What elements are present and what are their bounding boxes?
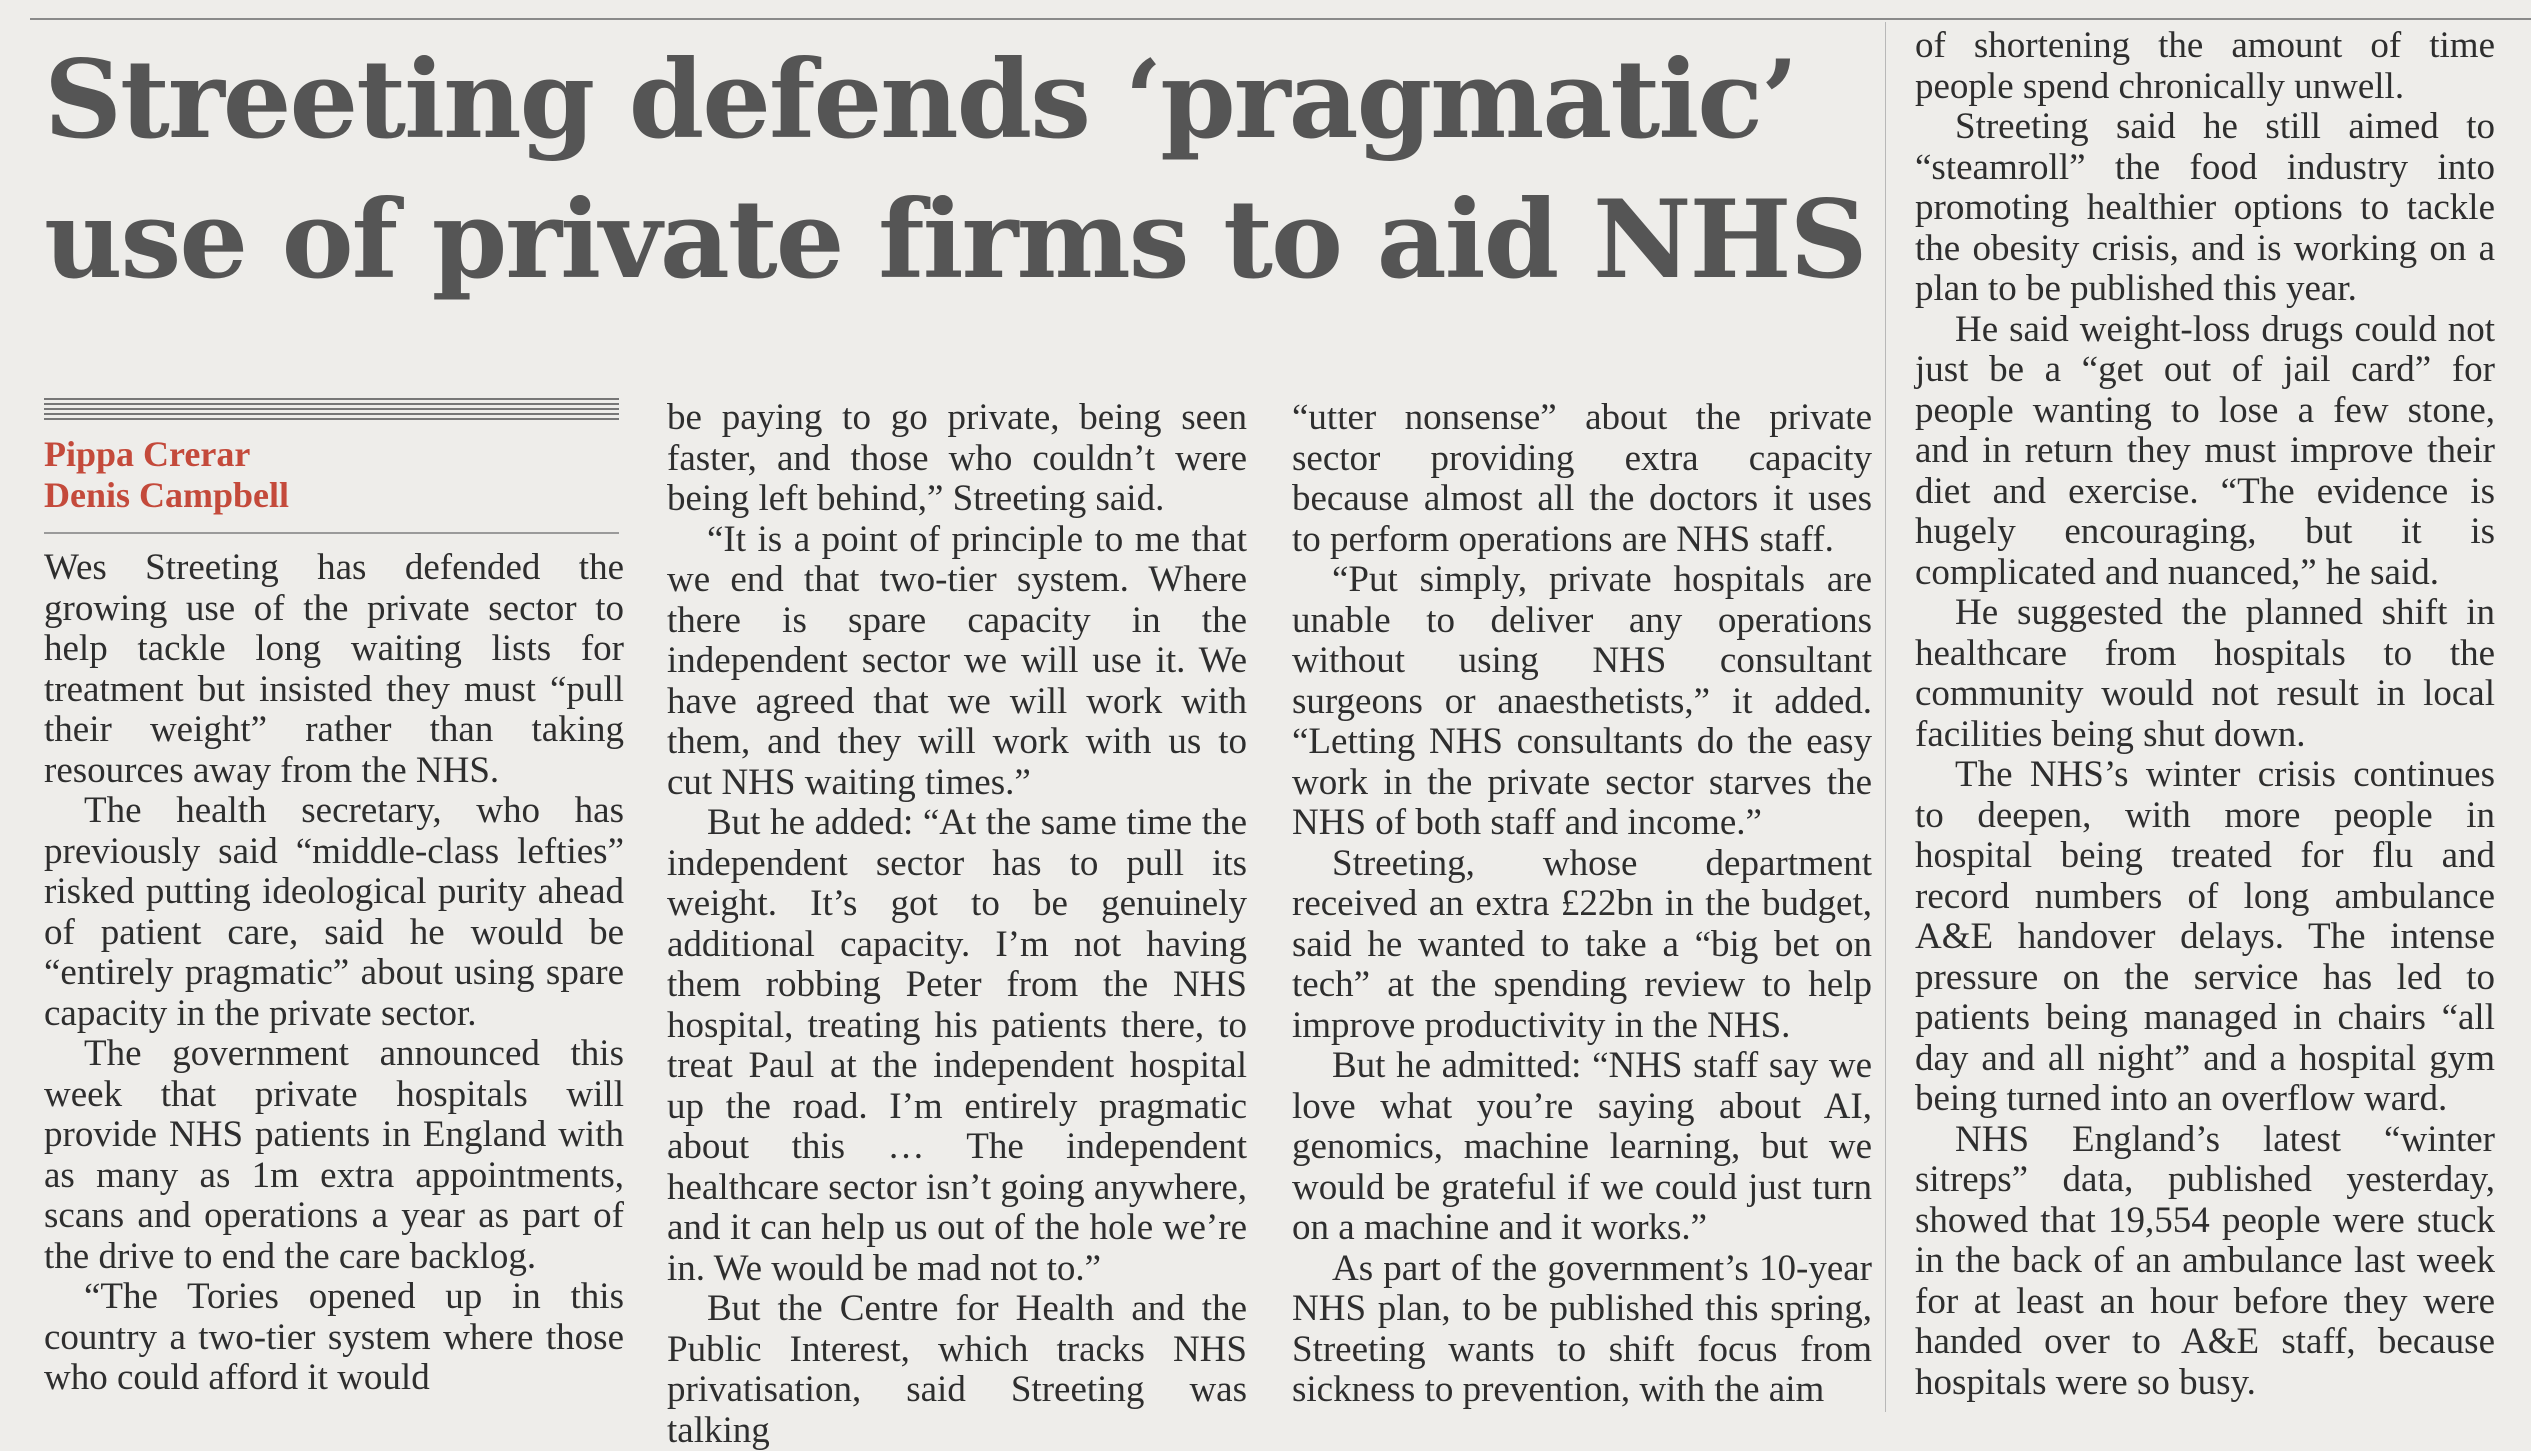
- top-rule: [30, 18, 2531, 20]
- headline-line-1: Streeting defends ‘pragmatic’: [44, 37, 1797, 163]
- paragraph: “utter nonsense” about the private sector providing extra capacity because almost all the doctors it uses to perform operations are NHS staff.: [1292, 397, 1872, 560]
- paragraph: “Put simply, private hospitals are unable to deliver any operations without using NHS consultant surgeons or anaesthetists,” it added. “Letting NHS consultants do the easy work in the private sector starves the NHS of both staff and income.”: [1292, 559, 1872, 843]
- paragraph: NHS England’s latest “winter sitreps” data, published yesterday, showed that 19,554 people were stuck in the back of an ambulance last week for at least an hour before they were handed over to A&E staff, because hospitals were so busy.: [1915, 1118, 2495, 1403]
- paragraph: Streeting said he still aimed to “steamroll” the food industry into promoting healthier options to tackle the obesity crisis, and is working on a plan to be published this year.: [1915, 106, 2495, 309]
- byline: [44, 434, 624, 516]
- paragraph: But the Centre for Health and the Public Interest, which tracks NHS privatisation, said Streeting was talking: [667, 1288, 1247, 1451]
- author-name: Denis Campbell: [44, 475, 290, 515]
- byline-rule-bottom: [44, 532, 619, 534]
- paragraph: But he added: “At the same time the independent sector has to pull its weight. It’s got to be genuinely additional capacity. I’m not having them robbing Peter from the NHS hospital, treating his patients there, to treat Paul at the independent hospital up the road. I’m entirely pragmatic about this … The independent healthcare sector isn’t going anywhere, and it can help us out of the hole we’re in. We would be mad not to.”: [667, 802, 1247, 1289]
- byline-rule-top: [44, 398, 619, 420]
- paragraph: “It is a point of principle to me that we end that two-tier system. Where there is spare capacity in the independent sector we will use it. We have agreed that we will work with them, and they will work with us to cut NHS waiting times.”: [667, 518, 1247, 803]
- paragraph: be paying to go private, being seen faster, and those who couldn’t were being left behind,” Streeting said.: [667, 397, 1247, 519]
- article-column-2: [667, 398, 1247, 1451]
- article-column-4: [1915, 26, 2495, 1403]
- paragraph: As part of the government’s 10-year NHS plan, to be published this spring, Streeting wants to shift focus from sickness to prevention, with the aim: [1292, 1247, 1872, 1410]
- paragraph: The government announced this week that private hospitals will provide NHS patients in England with as many as 1m extra appointments, scans and operations a year as part of the drive to end the care backlog.: [44, 1033, 624, 1277]
- paragraph: He suggested the planned shift in healthcare from hospitals to the community would not result in local facilities being shut down.: [1915, 592, 2495, 755]
- article-column-3: [1292, 398, 1872, 1411]
- paragraph: Wes Streeting has defended the growing use of the private sector to help tackle long waiting lists for treatment but insisted they must “pull their weight” rather than taking resources away from the NHS.: [44, 547, 624, 791]
- headline-line-2: use of private firms to aid NHS: [44, 177, 1866, 303]
- paragraph: of shortening the amount of time people spend chronically unwell.: [1915, 25, 2495, 107]
- author-name: Pippa Crerar: [44, 434, 251, 474]
- article-column-1: [44, 398, 624, 1399]
- paragraph: The health secretary, who has previously said “middle-class lefties” risked putting ideological purity ahead of patient care, said he would be “entirely pragmatic” about using spare capacity in the private sector.: [44, 790, 624, 1034]
- paragraph: Streeting, whose department received an extra £22bn in the budget, said he wanted to take a “big bet on tech” at the spending review to help improve productivity in the NHS.: [1292, 842, 1872, 1046]
- column-divider: [1885, 22, 1886, 1412]
- paragraph: He said weight-loss drugs could not just be a “get out of jail card” for people wanting to lose a few stone, and in return they must improve their diet and exercise. “The evidence is hugely encouraging, but it is complicated and nuanced,” he said.: [1915, 308, 2495, 593]
- headline: [44, 30, 1866, 310]
- paragraph: “The Tories opened up in this country a two-tier system where those who could afford it would: [44, 1276, 624, 1398]
- paragraph: But he admitted: “NHS staff say we love what you’re saying about AI, genomics, machine learning, but we would be grateful if we could just turn on a machine and it works.”: [1292, 1045, 1872, 1248]
- paragraph: The NHS’s winter crisis continues to deepen, with more people in hospital being treated for flu and record numbers of long ambulance A&E handover delays. The intense pressure on the service has led to patients being managed in chairs “all day and all night” and a hospital gym being turned into an overflow ward.: [1915, 754, 2495, 1119]
